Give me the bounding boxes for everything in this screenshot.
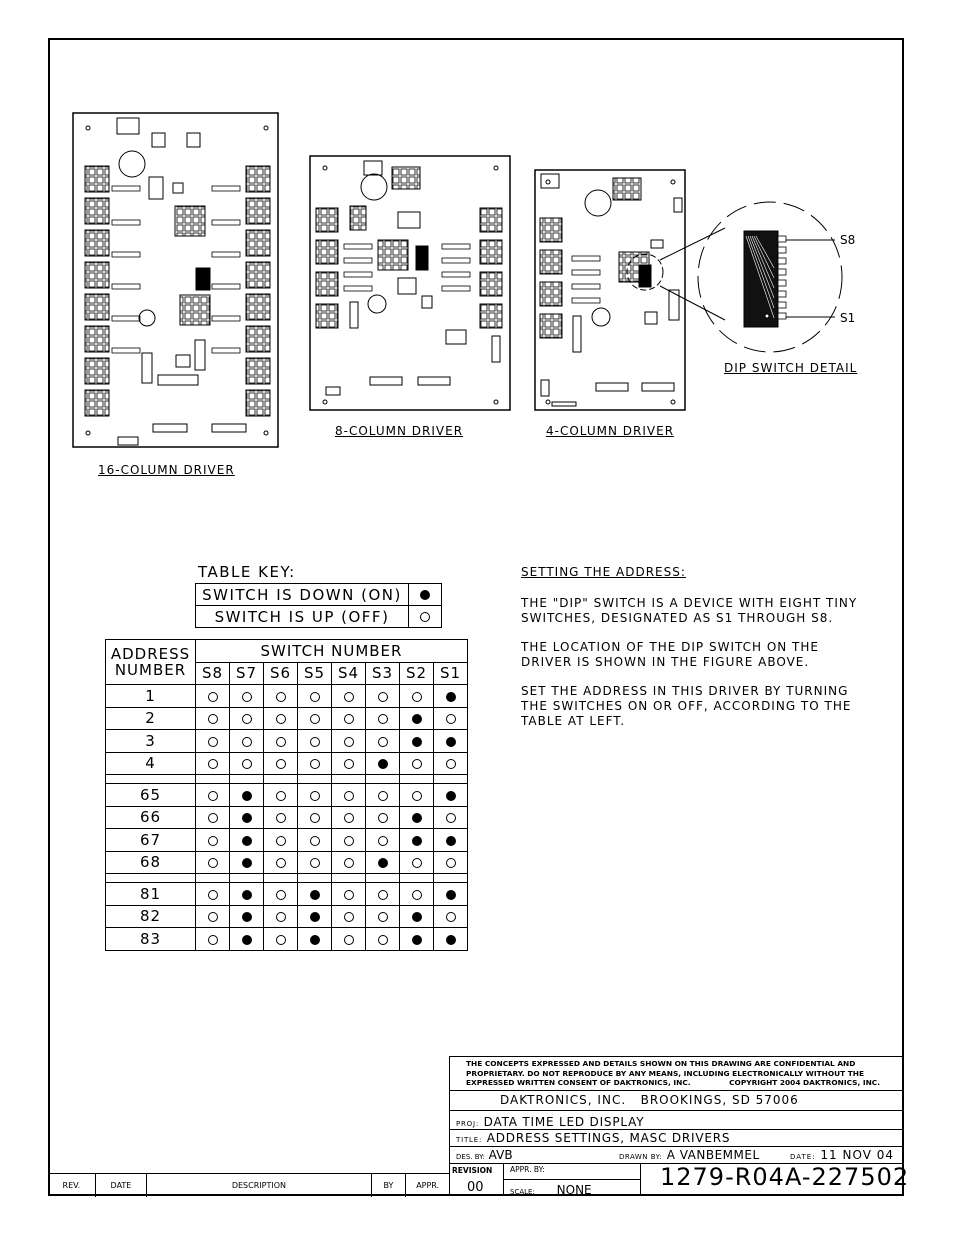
- switch-cell: [332, 928, 366, 951]
- switch-cell: [400, 752, 434, 775]
- switch-cell: [332, 707, 366, 730]
- empty-circle-icon: [378, 813, 388, 823]
- switch-cell: [400, 883, 434, 906]
- empty-circle-icon: [208, 737, 218, 747]
- project-name: DATA TIME LED DISPLAY: [483, 1115, 645, 1129]
- filled-circle-icon: [412, 935, 422, 945]
- filled-circle-icon: [412, 813, 422, 823]
- empty-circle-icon: [344, 890, 354, 900]
- filled-circle-icon: [446, 890, 456, 900]
- empty-circle-icon: [310, 714, 320, 724]
- notes-paragraph-1: THE "DIP" SWITCH IS A DEVICE WITH EIGHT TINY SWITCHES, DESIGNATED AS S1 THROUGH S8.: [521, 596, 858, 625]
- empty-circle-icon: [446, 714, 456, 724]
- empty-circle-icon: [276, 737, 286, 747]
- board-4-column: [535, 170, 685, 410]
- switch-cell: [264, 685, 298, 708]
- switch-cell: [434, 851, 468, 874]
- empty-circle-icon: [378, 890, 388, 900]
- title-label: TITLE:: [456, 1136, 483, 1144]
- switch-cell: [332, 784, 366, 807]
- filled-circle-icon: [310, 912, 320, 922]
- switch-cell: [298, 730, 332, 753]
- address-cell: 68: [106, 851, 196, 874]
- switch-cell: [264, 851, 298, 874]
- empty-circle-icon: [276, 813, 286, 823]
- empty-circle-icon: [378, 935, 388, 945]
- address-switch-table: [105, 639, 468, 951]
- empty-circle-icon: [208, 813, 218, 823]
- empty-circle-icon: [344, 858, 354, 868]
- switch-cell: [298, 707, 332, 730]
- switch-cell: [366, 784, 400, 807]
- empty-circle-icon: [344, 791, 354, 801]
- confidential-line-1: THE CONCEPTS EXPRESSED AND DETAILS SHOWN ON THIS DRAWING ARE CONFIDENTIAL AND: [466, 1059, 856, 1068]
- confidential-line-3: EXPRESSED WRITTEN CONSENT OF DAKTRONICS, INC.: [466, 1078, 691, 1087]
- switch-cell: [400, 851, 434, 874]
- empty-circle-icon: [310, 737, 320, 747]
- switch-cell: [366, 829, 400, 852]
- address-cell: 66: [106, 806, 196, 829]
- address-cell: 65: [106, 784, 196, 807]
- switch-cell: [298, 883, 332, 906]
- switch-cell: [196, 752, 230, 775]
- empty-circle-icon: [344, 714, 354, 724]
- empty-circle-icon: [208, 714, 218, 724]
- switch-number-header: SWITCH NUMBER: [196, 640, 468, 663]
- switch-cell: [196, 883, 230, 906]
- appr-column-header: APPR.: [416, 1181, 440, 1190]
- empty-circle-icon: [378, 692, 388, 702]
- empty-circle-icon: [344, 912, 354, 922]
- switch-cell: [264, 928, 298, 951]
- empty-circle-icon: [446, 912, 456, 922]
- table-row: [106, 829, 468, 852]
- empty-circle-icon: [242, 714, 252, 724]
- switch-cell: [196, 707, 230, 730]
- address-cell: 2: [106, 707, 196, 730]
- table-row: [106, 784, 468, 807]
- switch-cell: [434, 829, 468, 852]
- key-up-label: SWITCH IS UP (OFF): [196, 606, 409, 628]
- address-header-line2: NUMBER: [114, 661, 187, 679]
- empty-circle-icon: [412, 692, 422, 702]
- proj-label: PROJ:: [456, 1120, 480, 1128]
- switch-cell: [298, 829, 332, 852]
- empty-circle-icon: [378, 714, 388, 724]
- scale-label: SCALE:: [510, 1188, 535, 1196]
- rev-column-header: REV.: [48, 1174, 96, 1197]
- caption-16-column-driver: 16-COLUMN DRIVER: [98, 463, 235, 477]
- switch-cell: [366, 883, 400, 906]
- table-row: [106, 685, 468, 708]
- table-group-separator: [106, 874, 468, 883]
- empty-circle-icon: [344, 813, 354, 823]
- empty-circle-icon: [412, 791, 422, 801]
- scale-value: NONE: [556, 1183, 592, 1197]
- address-cell: 3: [106, 730, 196, 753]
- drawing-number: 1279-R04A-227502: [660, 1163, 910, 1191]
- table-row: [106, 707, 468, 730]
- address-cell: 83: [106, 928, 196, 951]
- empty-circle-icon: [310, 813, 320, 823]
- drawn-by: A VANBEMMEL: [666, 1148, 760, 1162]
- empty-circle-icon: [412, 759, 422, 769]
- s1-label: S1: [840, 311, 856, 325]
- switch-cell: [434, 685, 468, 708]
- switch-cell: [230, 851, 264, 874]
- switch-cell: [434, 905, 468, 928]
- switch-cell: [434, 928, 468, 951]
- filled-circle-icon: [310, 935, 320, 945]
- empty-circle-icon: [420, 612, 430, 622]
- empty-circle-icon: [276, 912, 286, 922]
- by-column-header: BY: [372, 1174, 407, 1197]
- switch-column-header: S4: [332, 662, 366, 685]
- switch-cell: [298, 685, 332, 708]
- switch-cell: [332, 730, 366, 753]
- table-row: [106, 851, 468, 874]
- notes-heading: SETTING THE ADDRESS:: [521, 565, 686, 579]
- switch-cell: [366, 752, 400, 775]
- switch-cell: [196, 851, 230, 874]
- empty-circle-icon: [208, 858, 218, 868]
- empty-circle-icon: [276, 890, 286, 900]
- empty-circle-icon: [276, 692, 286, 702]
- switch-cell: [400, 928, 434, 951]
- detail-leader-lines: [660, 228, 725, 320]
- caption-4-column-driver: 4-COLUMN DRIVER: [546, 424, 675, 438]
- switch-column-header: S8: [196, 662, 230, 685]
- setting-address-notes: [521, 565, 866, 743]
- switch-cell: [332, 905, 366, 928]
- filled-circle-icon: [310, 890, 320, 900]
- description-column-header: DESCRIPTION: [147, 1174, 371, 1197]
- switch-cell: [196, 784, 230, 807]
- switch-column-header: S2: [400, 662, 434, 685]
- switch-cell: [434, 752, 468, 775]
- drawing-title: ADDRESS SETTINGS, MASC DRIVERS: [486, 1131, 731, 1145]
- switch-cell: [332, 806, 366, 829]
- filled-circle-icon: [378, 858, 388, 868]
- board-16-column: [73, 113, 278, 447]
- filled-circle-icon: [412, 836, 422, 846]
- switch-cell: [332, 851, 366, 874]
- dip-switch-detail: [698, 202, 855, 352]
- empty-circle-icon: [446, 858, 456, 868]
- filled-circle-icon: [412, 912, 422, 922]
- switch-cell: [400, 806, 434, 829]
- switch-cell: [298, 851, 332, 874]
- table-group-separator: [106, 775, 468, 784]
- empty-circle-icon: [276, 759, 286, 769]
- revision-label: REVISION: [452, 1166, 493, 1175]
- date-label: DATE:: [790, 1153, 816, 1161]
- address-header-line1: ADDRESS: [110, 645, 191, 663]
- empty-circle-icon: [276, 714, 286, 724]
- empty-circle-icon: [276, 858, 286, 868]
- switch-cell: [332, 752, 366, 775]
- switch-cell: [264, 806, 298, 829]
- switch-cell: [230, 784, 264, 807]
- filled-circle-icon: [378, 759, 388, 769]
- address-cell: 67: [106, 829, 196, 852]
- filled-circle-icon: [242, 890, 252, 900]
- filled-circle-icon: [242, 858, 252, 868]
- table-row: [106, 806, 468, 829]
- switch-cell: [196, 730, 230, 753]
- empty-circle-icon: [344, 836, 354, 846]
- filled-circle-icon: [420, 590, 430, 600]
- switch-cell: [434, 730, 468, 753]
- switch-cell: [400, 784, 434, 807]
- empty-circle-icon: [276, 935, 286, 945]
- table-key: [195, 583, 442, 628]
- confidential-line-2: PROPRIETARY. DO NOT REPRODUCE BY ANY MEANS, INCLUDING ELECTRONICALLY WITHOUT THE: [466, 1068, 864, 1078]
- switch-column-header: S5: [298, 662, 332, 685]
- switch-cell: [434, 883, 468, 906]
- empty-circle-icon: [242, 692, 252, 702]
- switch-cell: [196, 806, 230, 829]
- switch-cell: [366, 806, 400, 829]
- switch-cell: [434, 784, 468, 807]
- switch-cell: [230, 707, 264, 730]
- switch-cell: [196, 829, 230, 852]
- filled-circle-icon: [242, 791, 252, 801]
- filled-circle-icon: [446, 692, 456, 702]
- switch-cell: [434, 707, 468, 730]
- switch-cell: [366, 928, 400, 951]
- switch-cell: [298, 905, 332, 928]
- empty-circle-icon: [446, 759, 456, 769]
- empty-circle-icon: [242, 759, 252, 769]
- key-down-label: SWITCH IS DOWN (ON): [196, 584, 409, 606]
- notes-paragraph-3: SET THE ADDRESS IN THIS DRIVER BY TURNING THE SWITCHES ON OR OFF, ACCORDING TO THE TABLE AT LEFT.: [521, 684, 852, 728]
- filled-circle-icon: [242, 836, 252, 846]
- address-cell: 81: [106, 883, 196, 906]
- switch-cell: [264, 752, 298, 775]
- empty-circle-icon: [208, 791, 218, 801]
- switch-cell: [230, 752, 264, 775]
- switch-cell: [332, 883, 366, 906]
- empty-circle-icon: [378, 836, 388, 846]
- filled-circle-icon: [242, 912, 252, 922]
- notes-paragraph-2: THE LOCATION OF THE DIP SWITCH ON THE DRIVER IS SHOWN IN THE FIGURE ABOVE.: [521, 640, 819, 669]
- table-row: [106, 905, 468, 928]
- empty-circle-icon: [310, 858, 320, 868]
- revision-bar: [48, 1173, 449, 1197]
- switch-cell: [400, 829, 434, 852]
- filled-circle-icon: [446, 836, 456, 846]
- empty-circle-icon: [446, 813, 456, 823]
- address-cell: 82: [106, 905, 196, 928]
- empty-circle-icon: [344, 737, 354, 747]
- table-row: [106, 928, 468, 951]
- empty-circle-icon: [344, 759, 354, 769]
- switch-column-header: S3: [366, 662, 400, 685]
- table-row: [106, 883, 468, 906]
- switch-cell: [230, 730, 264, 753]
- address-cell: 4: [106, 752, 196, 775]
- switch-cell: [264, 829, 298, 852]
- switch-cell: [434, 806, 468, 829]
- filled-circle-icon: [446, 737, 456, 747]
- switch-cell: [264, 905, 298, 928]
- s8-label: S8: [840, 233, 856, 247]
- switch-cell: [366, 905, 400, 928]
- des-by-label: DES. BY:: [456, 1153, 485, 1161]
- switch-cell: [298, 806, 332, 829]
- switch-cell: [196, 928, 230, 951]
- switch-column-header: S1: [434, 662, 468, 685]
- switch-cell: [366, 685, 400, 708]
- empty-circle-icon: [412, 858, 422, 868]
- drawing-date: 11 NOV 04: [820, 1148, 894, 1162]
- confidential-notice: [466, 1059, 896, 1088]
- table-row: [106, 730, 468, 753]
- switch-cell: [230, 829, 264, 852]
- empty-circle-icon: [208, 692, 218, 702]
- empty-circle-icon: [276, 836, 286, 846]
- switch-cell: [298, 752, 332, 775]
- address-cell: 1: [106, 685, 196, 708]
- caption-dip-switch-detail: DIP SWITCH DETAIL: [724, 361, 858, 375]
- empty-circle-icon: [208, 912, 218, 922]
- switch-cell: [400, 730, 434, 753]
- board-8-column: [310, 156, 510, 410]
- empty-circle-icon: [412, 890, 422, 900]
- empty-circle-icon: [310, 836, 320, 846]
- switch-column-header: S6: [264, 662, 298, 685]
- switch-cell: [366, 730, 400, 753]
- switch-cell: [230, 928, 264, 951]
- filled-circle-icon: [412, 737, 422, 747]
- switch-cell: [400, 905, 434, 928]
- switch-cell: [400, 685, 434, 708]
- empty-circle-icon: [208, 935, 218, 945]
- empty-circle-icon: [378, 737, 388, 747]
- filled-circle-icon: [242, 813, 252, 823]
- switch-cell: [332, 829, 366, 852]
- filled-circle-icon: [242, 935, 252, 945]
- empty-circle-icon: [344, 692, 354, 702]
- switch-cell: [230, 685, 264, 708]
- drawn-by-label: DRAWN BY:: [619, 1153, 663, 1161]
- switch-cell: [298, 784, 332, 807]
- empty-circle-icon: [208, 890, 218, 900]
- switch-cell: [366, 851, 400, 874]
- table-key-title: TABLE KEY:: [198, 563, 296, 581]
- address-number-header: [106, 640, 196, 685]
- switch-cell: [230, 806, 264, 829]
- switch-cell: [196, 685, 230, 708]
- empty-circle-icon: [242, 737, 252, 747]
- driver-boards-figure: [0, 0, 954, 460]
- empty-circle-icon: [378, 791, 388, 801]
- empty-circle-icon: [310, 791, 320, 801]
- switch-cell: [264, 784, 298, 807]
- empty-circle-icon: [378, 912, 388, 922]
- filled-circle-icon: [446, 935, 456, 945]
- empty-circle-icon: [208, 836, 218, 846]
- filled-circle-icon: [446, 791, 456, 801]
- empty-circle-icon: [344, 935, 354, 945]
- switch-cell: [196, 905, 230, 928]
- caption-8-column-driver: 8-COLUMN DRIVER: [335, 424, 464, 438]
- switch-cell: [400, 707, 434, 730]
- designed-by: AVB: [488, 1148, 513, 1162]
- empty-circle-icon: [310, 759, 320, 769]
- date-column-header: DATE: [96, 1174, 148, 1197]
- switch-cell: [264, 730, 298, 753]
- switch-cell: [230, 905, 264, 928]
- switch-cell: [230, 883, 264, 906]
- empty-circle-icon: [208, 759, 218, 769]
- switch-cell: [264, 883, 298, 906]
- table-row: [106, 752, 468, 775]
- switch-cell: [332, 685, 366, 708]
- revision-value: 00: [467, 1180, 484, 1195]
- empty-circle-icon: [310, 692, 320, 702]
- switch-cell: [298, 928, 332, 951]
- filled-circle-icon: [412, 714, 422, 724]
- switch-cell: [264, 707, 298, 730]
- switch-cell: [366, 707, 400, 730]
- company-name: DAKTRONICS, INC. BROOKINGS, SD 57006: [500, 1093, 799, 1107]
- switch-column-header: S7: [230, 662, 264, 685]
- copyright-text: COPYRIGHT 2004 DAKTRONICS, INC.: [729, 1078, 880, 1087]
- empty-circle-icon: [276, 791, 286, 801]
- appr-by-label: APPR. BY:: [510, 1165, 545, 1174]
